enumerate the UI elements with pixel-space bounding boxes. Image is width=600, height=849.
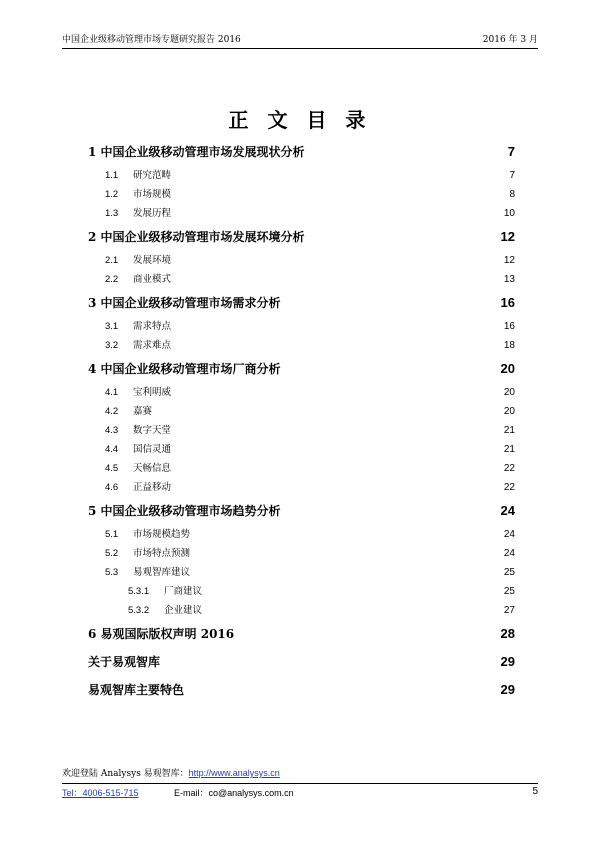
toc-entry-page: 22 [503, 463, 515, 474]
toc-entry-label [105, 563, 192, 582]
toc-entry-label [88, 648, 162, 676]
toc-entry-number: 1.2 [105, 189, 119, 200]
toc-entry-text: 商业模式 [133, 274, 172, 285]
toc-entry-text: 需求特点 [133, 321, 172, 332]
toc-entry-text: 嘉赛 [133, 406, 153, 417]
toc-entry-text: 市场规模趋势 [133, 529, 191, 540]
toc-entry-number: 2 [88, 230, 97, 244]
toc-section-entry[interactable] [88, 563, 515, 582]
toc-entry-page: 10 [503, 208, 515, 219]
toc-entry-label [105, 421, 173, 440]
toc-entry-page: 20 [500, 361, 515, 376]
toc-entry-label [105, 525, 192, 544]
toc-entry-page: 8 [509, 189, 515, 200]
toc-section-entry[interactable] [88, 251, 515, 270]
toc-entry-number: 4.3 [105, 425, 119, 436]
toc-dot-leader [173, 443, 502, 453]
toc-section-entry[interactable] [88, 317, 515, 336]
toc-entry-text: 研究范畴 [133, 170, 172, 181]
toc-dot-leader [186, 682, 499, 694]
toc-dot-leader [173, 320, 502, 330]
toc-entry-number: 6 [88, 627, 97, 641]
toc-entry-page: 21 [503, 425, 515, 436]
toc-dot-leader [173, 481, 502, 491]
toc-entry-page: 25 [503, 567, 515, 578]
toc-entry-label [105, 204, 173, 223]
toc-entry-text: 易观智库主要特色 [88, 683, 185, 697]
toc-dot-leader [192, 547, 502, 557]
toc-entry-page: 24 [503, 548, 515, 559]
toc-dot-leader [162, 654, 499, 666]
toc-chapter-entry[interactable] [88, 223, 515, 251]
toc-entry-page: 21 [503, 444, 515, 455]
toc-dot-leader [173, 188, 507, 198]
toc-entry-text: 国信灵通 [133, 444, 172, 455]
toc-entry-text: 正益移动 [133, 482, 172, 493]
toc-entry-number: 3.2 [105, 340, 119, 351]
toc-entry-label [105, 336, 173, 355]
toc-entry-text: 发展环境 [133, 255, 172, 266]
toc-entry-page: 18 [503, 340, 515, 351]
toc-entry-label [88, 497, 283, 525]
toc-entry-number: 2.2 [105, 274, 119, 285]
toc-entry-page: 7 [507, 144, 515, 159]
toc-entry-text: 中国企业级移动管理市场发展环境分析 [100, 230, 305, 244]
toc-section-entry[interactable] [88, 204, 515, 223]
toc-chapter-entry[interactable] [88, 648, 515, 676]
toc-entry-text: 市场特点预测 [133, 548, 191, 559]
toc-dot-leader [283, 295, 499, 307]
toc-entry-label [105, 166, 173, 185]
toc-entry-text: 中国企业级移动管理市场趋势分析 [100, 504, 281, 518]
toc-dot-leader [173, 254, 502, 264]
toc-entry-number: 1.3 [105, 208, 119, 219]
toc-entry-number: 4.6 [105, 482, 119, 493]
page-number: 5 [532, 786, 538, 797]
toc-entry-page: 28 [500, 626, 515, 641]
toc-section-entry[interactable] [88, 185, 515, 204]
toc-section-entry[interactable] [88, 383, 515, 402]
toc-section-entry[interactable] [88, 270, 515, 289]
toc-dot-leader [307, 144, 506, 156]
toc-dot-leader [204, 604, 502, 614]
toc-entry-text: 关于易观智库 [88, 655, 161, 669]
toc-entry-number: 5.1 [105, 529, 119, 540]
toc-entry-label [105, 317, 173, 336]
toc-dot-leader [236, 626, 498, 638]
toc-entry-label [105, 185, 173, 204]
footer-visit-line [62, 766, 280, 779]
toc-section-entry[interactable] [88, 544, 515, 563]
toc-entry-label [88, 676, 186, 704]
toc-entry-number: 4.4 [105, 444, 119, 455]
toc-entry-label [105, 440, 173, 459]
toc-section-entry[interactable] [88, 525, 515, 544]
footer-divider [62, 783, 538, 784]
toc-entry-number: 1.1 [105, 170, 119, 181]
toc-dot-leader [154, 405, 502, 415]
header-report-title: 中国企业级移动管理市场专题研究报告 2016 [62, 35, 241, 45]
toc-entry-text: 数字天堂 [133, 425, 172, 436]
toc-entry-number: 4.5 [105, 463, 119, 474]
toc-entry-number: 5.3.1 [128, 586, 150, 597]
toc-dot-leader [192, 566, 502, 576]
toc-entry-page: 24 [500, 503, 515, 518]
toc-entry-label [105, 270, 173, 289]
toc-entry-number: 5.3 [105, 567, 119, 578]
toc-entry-label [88, 289, 283, 317]
toc-entry-number: 4.2 [105, 406, 119, 417]
toc-dot-leader [173, 339, 502, 349]
toc-entry-page: 7 [509, 170, 515, 181]
toc-entry-text: 天畅信息 [133, 463, 172, 474]
toc-entry-label [105, 459, 173, 478]
footer-contact-line [62, 786, 538, 800]
toc-chapter-entry[interactable] [88, 497, 515, 525]
toc-entry-label [128, 582, 204, 601]
toc-dot-leader [283, 503, 499, 515]
toc-chapter-entry[interactable] [88, 289, 515, 317]
toc-entry-text: 发展历程 [133, 208, 172, 219]
toc-section-entry[interactable] [88, 601, 515, 620]
toc-section-entry[interactable] [88, 402, 515, 421]
toc-entry-label [105, 402, 154, 421]
toc-dot-leader [173, 273, 502, 283]
toc-entry-page: 16 [500, 295, 515, 310]
toc-entry-label [105, 478, 173, 497]
toc-entry-text: 中国企业级移动管理市场需求分析 [100, 296, 281, 310]
toc-entry-text: 厂商建议 [164, 586, 203, 597]
toc-entry-label [128, 601, 204, 620]
footer-website-link[interactable]: http://www.analysys.cn [188, 768, 280, 778]
toc-section-entry[interactable] [88, 336, 515, 355]
toc-entry-page: 29 [500, 654, 515, 669]
toc-dot-leader [204, 585, 502, 595]
toc-entry-number: 3.1 [105, 321, 119, 332]
toc-dot-leader [173, 169, 507, 179]
header-date: 2016 年 3 月 [482, 35, 538, 45]
toc-dot-leader [173, 462, 502, 472]
table-of-contents [88, 138, 515, 704]
toc-entry-text: 中国企业级移动管理市场厂商分析 [100, 362, 281, 376]
page-title: 正 文 目 录 [228, 108, 372, 132]
toc-entry-number: 4.1 [105, 387, 119, 398]
footer-email: E-mail：co@analysys.com.cn [174, 788, 294, 798]
toc-chapter-entry[interactable] [88, 138, 515, 166]
toc-entry-number: 1 [88, 145, 97, 159]
toc-dot-leader [192, 528, 502, 538]
toc-entry-page: 20 [503, 387, 515, 398]
toc-chapter-entry[interactable] [88, 676, 515, 704]
toc-section-entry[interactable] [88, 459, 515, 478]
toc-entry-text: 易观国际版权声明 2016 [100, 627, 235, 641]
toc-entry-text: 易观智库建议 [133, 567, 191, 578]
toc-entry-page: 13 [503, 274, 515, 285]
toc-section-entry[interactable] [88, 421, 515, 440]
toc-entry-page: 16 [503, 321, 515, 332]
toc-section-entry[interactable] [88, 440, 515, 459]
toc-entry-text: 企业建议 [164, 605, 203, 616]
toc-chapter-entry[interactable] [88, 620, 515, 648]
toc-entry-number: 5.2 [105, 548, 119, 559]
toc-entry-page: 22 [503, 482, 515, 493]
toc-entry-page: 20 [503, 406, 515, 417]
toc-chapter-entry[interactable] [88, 355, 515, 383]
toc-entry-page: 12 [500, 229, 515, 244]
toc-entry-number: 5 [88, 504, 97, 518]
toc-entry-text: 需求难点 [133, 340, 172, 351]
toc-entry-text: 市场规模 [133, 189, 172, 200]
toc-entry-number: 5.3.2 [128, 605, 150, 616]
toc-entry-label [88, 223, 307, 251]
toc-dot-leader [173, 207, 502, 217]
toc-entry-label [105, 383, 173, 402]
toc-entry-number: 4 [88, 362, 97, 376]
toc-dot-leader [173, 424, 502, 434]
footer-tel-link[interactable]: Tel：4006-515-715 [62, 788, 139, 798]
toc-section-entry[interactable] [88, 582, 515, 601]
toc-entry-page: 12 [503, 255, 515, 266]
toc-dot-leader [173, 386, 502, 396]
toc-dot-leader [283, 361, 499, 373]
footer-visit-text: 欢迎登陆 Analysys 易观智库： [62, 769, 189, 779]
toc-dot-leader [307, 229, 499, 241]
toc-section-entry[interactable] [88, 478, 515, 497]
page-header [62, 30, 538, 49]
toc-entry-page: 27 [503, 605, 515, 616]
toc-entry-page: 24 [503, 529, 515, 540]
toc-entry-number: 3 [88, 296, 97, 310]
toc-entry-number: 2.1 [105, 255, 119, 266]
toc-entry-label [88, 355, 283, 383]
toc-entry-page: 25 [503, 586, 515, 597]
toc-entry-page: 29 [500, 682, 515, 697]
toc-section-entry[interactable] [88, 166, 515, 185]
toc-entry-label [88, 620, 236, 648]
toc-entry-text: 中国企业级移动管理市场发展现状分析 [100, 145, 305, 159]
toc-entry-text: 宝利明威 [133, 387, 172, 398]
toc-entry-label [88, 138, 307, 166]
toc-entry-label [105, 544, 192, 563]
toc-entry-label [105, 251, 173, 270]
